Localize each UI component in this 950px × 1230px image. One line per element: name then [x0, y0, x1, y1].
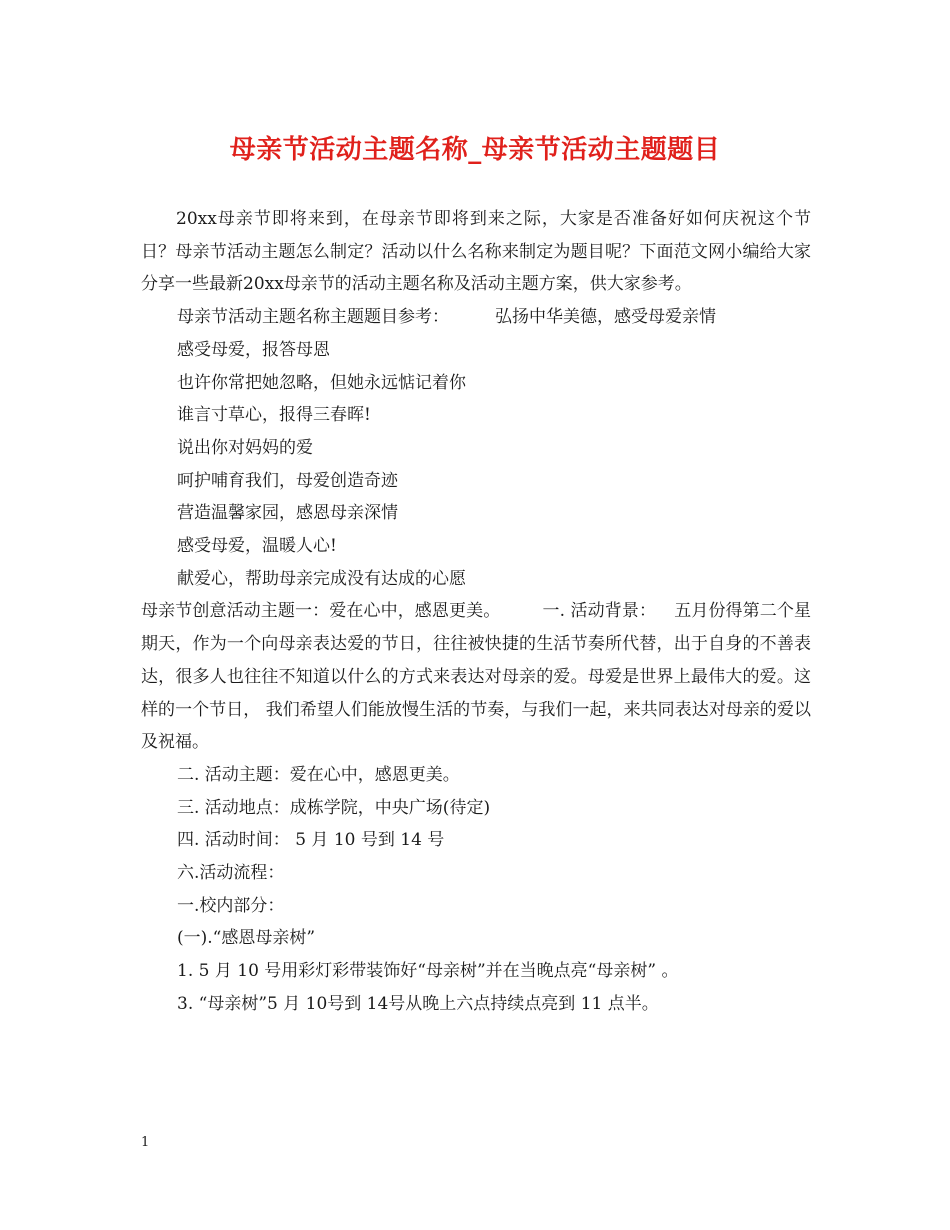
intro-paragraph: 20xx母亲节即将来到，在母亲节即将到来之际，大家是否准备好如何庆祝这个节日？母亲节活动主题怎么制定？活动以什么名称来制定为题目呢？下面范文网小编给大家分享一些最新20xx母亲节的活动主题名称及活动主题方案，供大家参考。 — [141, 209, 811, 295]
theme-item: 营造温馨家园，感恩母亲深情 — [177, 503, 398, 524]
theme-item: 弘扬中华美德，感受母爱亲情 — [495, 307, 716, 328]
reference-line — [141, 301, 811, 334]
page-number: 1 — [141, 1135, 150, 1150]
detail-line: 1. 5 月 10 号用彩灯彩带装饰好“母亲树”并在当晚点亮“母亲树” 。 — [177, 961, 679, 982]
reference-label: 母亲节活动主题名称主题题目参考： — [177, 307, 449, 328]
theme-item: 献爱心，帮助母亲完成没有达成的心愿 — [177, 568, 466, 589]
detail-line: (一).“感恩母亲树” — [177, 928, 316, 949]
page-title: 母亲节活动主题名称_母亲节活动主题题目 — [229, 135, 721, 165]
detail-line: 六.活动流程： — [177, 863, 285, 884]
theme-item: 说出你对妈妈的爱 — [177, 437, 313, 458]
detail-line: 三. 活动地点：成栋学院，中央广场(待定) — [177, 797, 491, 818]
background-label: 一. 活动背景： — [542, 601, 657, 622]
document-body — [141, 203, 811, 1021]
theme-item: 感受母爱，温暖人心! — [177, 536, 337, 557]
detail-line: 二. 活动主题：爱在心中，感恩更美。 — [177, 764, 460, 785]
theme-item: 呵护哺育我们，母爱创造奇迹 — [177, 470, 398, 491]
detail-line: 3. “母亲树”5 月 10号到 14号从晚上六点持续点亮到 11 点半。 — [177, 993, 659, 1014]
detail-line: 一.校内部分： — [177, 895, 285, 916]
theme-item: 感受母爱，报答母恩 — [177, 339, 330, 360]
creative-heading: 母亲节创意活动主题一：爱在心中，感恩更美。 — [141, 601, 501, 622]
detail-line: 四. 活动时间： 5 月 10 号到 14 号 — [177, 830, 445, 851]
theme-item: 谁言寸草心，报得三春晖! — [177, 405, 371, 426]
theme-item: 也许你常把她忽略，但她永远惦记着你 — [177, 372, 466, 393]
creative-paragraph — [141, 595, 811, 759]
background-text: 五月份得第二个星期天，作为一个向母亲表达爱的节日，往往被快捷的生活节奏所代替，出于自身的不善表达，很多人也往往不知道以什么的方式来表达对母亲的爱。母爱是世界上最伟大的爱。这样的一个节日， 我们希望人们能放慢生活的节奏，与我们一起，来共同表达对母亲的爱以及祝福。 — [141, 601, 812, 753]
